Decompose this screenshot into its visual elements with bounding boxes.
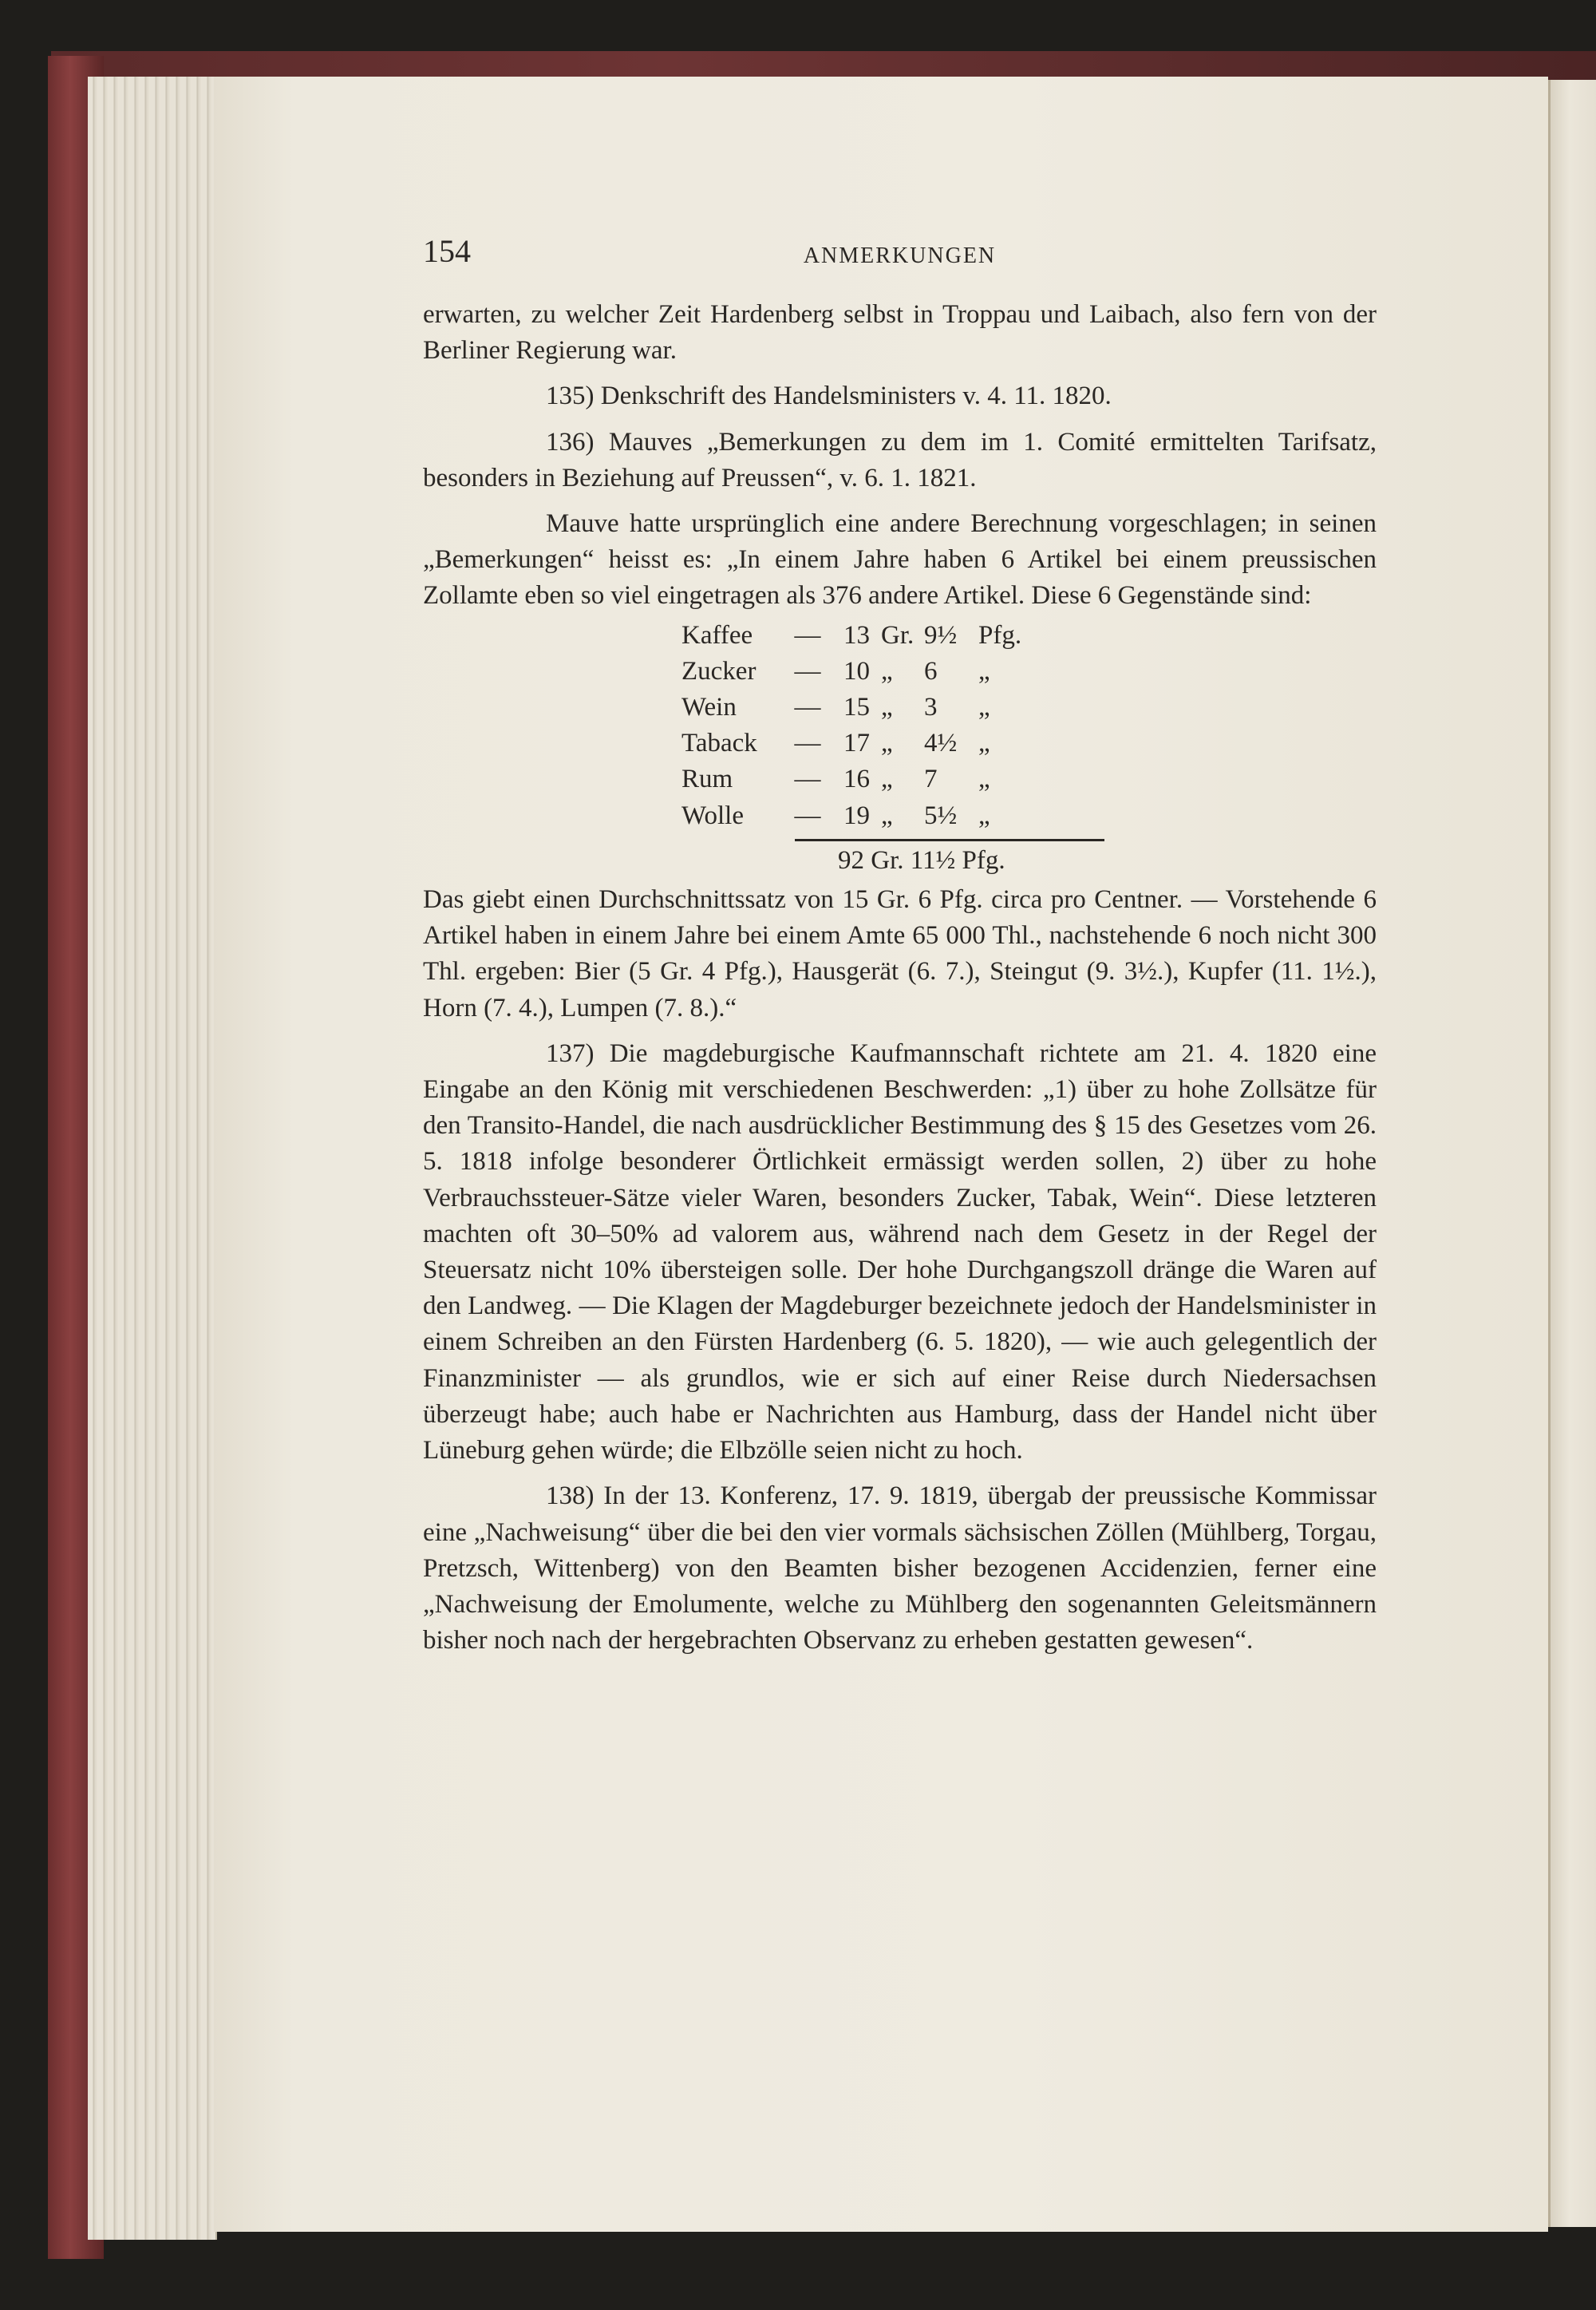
dash: — bbox=[794, 729, 821, 758]
note-138: 138) In der 13. Konferenz, 17. 9. 1819, übergab der preussische Kommissar eine „Nachweisung“ über die bei den vier vormals sächsischen Zöllen (Mühlberg, Torgau, Pretzsch, Wittenberg) von den Beamten bisher bezogenen Accidenzien, ferner eine „Nachweisung der Emolumente, welche zu Mühlberg den sogenannten Geleitsmännern bisher noch nach der hergebrachten Observanz zu erheben gestatten gewesen“. bbox=[423, 1481, 1377, 1655]
groschen-unit: „ bbox=[881, 765, 893, 794]
paragraph-average: Das giebt einen Durchschnittssatz von 15 Gr. 6 Pfg. circa pro Centner. — Vorstehende 6 Artikel haben in einem Jahre bei einem Amte 65 000 Thl., nachstehende 6 noch nicht 300 Thl. ergeben: Bier (5 Gr. 4 Pfg.), Hausgerät (6. 7.), Steingut (9. 3½.), Kupfer (11. 1½.), Horn (7. 4.), Lumpen (7. 8.).“ bbox=[423, 885, 1377, 1022]
groschen-unit: „ bbox=[881, 656, 893, 686]
paragraph-mauve: Mauve hatte ursprünglich eine andere Berechnung vorgeschlagen; in seinen „Bemerkungen“ heisst es: „In einem Jahre haben 6 Artikel bei einem preussischen Zollamte eben so viel eingetragen als 376 andere Artikel. Diese 6 Gegenstände sind: bbox=[423, 509, 1377, 611]
running-head: ANMERKUNGEN bbox=[803, 243, 997, 268]
table-row bbox=[681, 726, 1026, 761]
text-block bbox=[423, 233, 1377, 1659]
pfennig-unit: Pfg. bbox=[978, 620, 1022, 650]
pfennig-value: 7 bbox=[924, 765, 938, 794]
pfennig-unit: „ bbox=[978, 801, 990, 830]
item-name: Wein bbox=[681, 693, 737, 722]
tariff-table bbox=[681, 618, 1080, 879]
groschen-unit: Gr. bbox=[881, 620, 915, 650]
dash: — bbox=[794, 693, 821, 722]
item-name: Rum bbox=[681, 765, 733, 794]
note-137: 137) Die magdeburgische Kaufmannschaft richtete am 21. 4. 1820 eine Eingabe an den König mit verschiedenen Beschwerden: „1) über zu hohe Zollsätze für den Transito-Handel, die nach ausdrücklicher Bestimmung des § 15 des Gesetzes vom 26. 5. 1818 infolge besonderer Örtlichkeit ermässigt werden sollen, 2) über zu hohe Verbrauchssteuer-Sätze vieler Waren, besonders Zucker, Tabak, Wein“. Diese letzteren machten oft 30–50% ad valorem aus, während nach dem Gesetz in der Regel der Steuersatz nicht 10% übersteigen solle. Der hohe Durchgangszoll dränge die Waren auf den Landweg. — Die Klagen der Magdeburger bezeichnete jedoch der Handelsminister in einem Schreiben an den Fürsten Hardenberg (6. 5. 1820), — wie auch gelegentlich der Finanzminister — als grundlos, wie er sich auf einer Reise durch Niedersachsen überzeugt habe; auch habe er Nachrichten aus Hamburg, dass der Handel nicht über Lüneburg gehen würde; die Elbzölle seien nicht zu hoch. bbox=[423, 1038, 1377, 1466]
paragraph-continuation: erwarten, zu welcher Zeit Hardenberg selbst in Troppau und Laibach, also fern von der Berliner Regierung war. bbox=[423, 300, 1377, 366]
pfennig-value: 6 bbox=[924, 656, 938, 686]
groschen-value: 17 bbox=[843, 729, 870, 758]
table-row bbox=[681, 761, 1026, 797]
groschen-value: 19 bbox=[843, 801, 870, 830]
groschen-unit: „ bbox=[881, 801, 893, 830]
pfennig-unit: „ bbox=[978, 693, 990, 722]
page-number: 154 bbox=[423, 233, 471, 269]
page-edges bbox=[88, 77, 217, 2240]
groschen-unit: „ bbox=[881, 693, 893, 722]
dash: — bbox=[794, 656, 821, 686]
pfennig-unit: „ bbox=[978, 729, 990, 758]
item-name: Zucker bbox=[681, 656, 757, 686]
table-row bbox=[681, 690, 1026, 726]
tariff-total: 92 Gr. 11½ Pfg. bbox=[838, 845, 1005, 875]
dash: — bbox=[794, 620, 821, 650]
pfennig-value: 9½ bbox=[924, 620, 958, 650]
next-page-edge bbox=[1548, 80, 1596, 2227]
page-header bbox=[423, 233, 1377, 281]
note-136: 136) Mauves „Bemerkungen zu dem im 1. Comité ermittelten Tarifsatz, besonders in Beziehung auf Preussen“, v. 6. 1. 1821. bbox=[423, 427, 1377, 492]
item-name: Taback bbox=[681, 729, 757, 758]
item-name: Kaffee bbox=[681, 620, 753, 650]
table-row bbox=[681, 654, 1026, 690]
sum-rule bbox=[795, 839, 1104, 841]
groschen-value: 13 bbox=[843, 620, 870, 650]
table-row bbox=[681, 618, 1026, 654]
item-name: Wolle bbox=[681, 801, 744, 830]
dash: — bbox=[794, 801, 821, 830]
pfennig-unit: „ bbox=[978, 656, 990, 686]
pfennig-value: 4½ bbox=[924, 729, 958, 758]
pfennig-value: 5½ bbox=[924, 801, 958, 830]
dash: — bbox=[794, 765, 821, 794]
table-row bbox=[681, 798, 1026, 834]
pfennig-unit: „ bbox=[978, 765, 990, 794]
pfennig-value: 3 bbox=[924, 693, 938, 722]
groschen-value: 16 bbox=[843, 765, 870, 794]
groschen-value: 15 bbox=[843, 693, 870, 722]
note-135: 135) Denkschrift des Handelsministers v. 4. 11. 1820. bbox=[546, 382, 1112, 411]
groschen-unit: „ bbox=[881, 729, 893, 758]
groschen-value: 10 bbox=[843, 656, 870, 686]
